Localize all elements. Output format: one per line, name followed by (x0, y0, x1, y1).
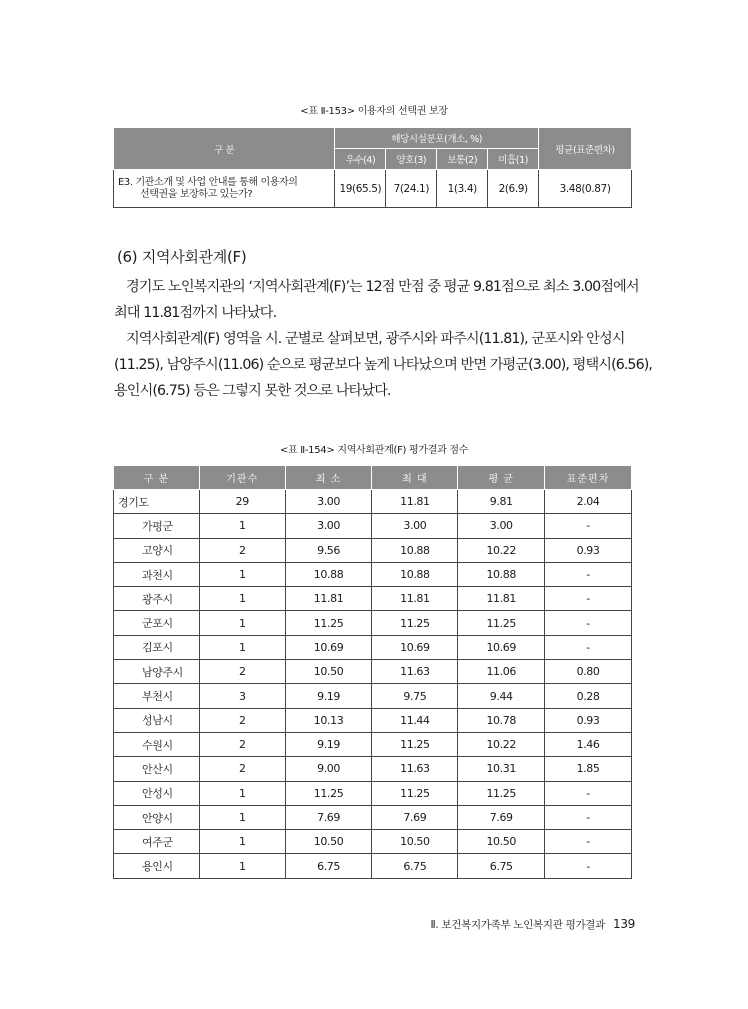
cell-sd: 0.93 (545, 708, 632, 732)
cell-mean: 11.06 (458, 660, 545, 684)
cell-max: 10.88 (372, 538, 458, 562)
cell-region: 안성시 (114, 781, 200, 805)
cell-count: 1 (199, 635, 285, 659)
cell-mean: 10.69 (458, 635, 545, 659)
cell-region: 용인시 (114, 854, 200, 878)
cell-sd: - (545, 514, 632, 538)
table-row (114, 708, 632, 732)
cell-min: 9.00 (285, 757, 372, 781)
cell-sd: 0.93 (545, 538, 632, 562)
cell-region: 경기도 (114, 490, 200, 514)
value-excellent: 19(65.5) (335, 170, 386, 208)
cell-max: 6.75 (372, 854, 458, 878)
cell-count: 1 (199, 562, 285, 586)
table-row (114, 562, 632, 586)
cell-region: 고양시 (114, 538, 200, 562)
table-row (114, 757, 632, 781)
cell-max: 11.81 (372, 587, 458, 611)
cell-max: 11.25 (372, 732, 458, 756)
cell-count: 2 (199, 538, 285, 562)
cell-region: 과천시 (114, 562, 200, 586)
paragraph-line: 최대 11.81점까지 나타났다. (114, 305, 277, 321)
cell-mean: 10.50 (458, 830, 545, 854)
cell-max: 11.25 (372, 781, 458, 805)
cell-region: 김포시 (114, 635, 200, 659)
item-line1: E3. 기관소개 및 사업 안내를 통해 이용자의 (118, 176, 298, 188)
cell-min: 11.25 (285, 781, 372, 805)
cell-max: 9.75 (372, 684, 458, 708)
table-row (114, 732, 632, 756)
subheader-average: 보통(2) (437, 149, 488, 170)
cell-max: 11.63 (372, 660, 458, 684)
cell-sd: 1.85 (545, 757, 632, 781)
cell-min: 10.13 (285, 708, 372, 732)
subheader-poor: 미흡(1) (488, 149, 539, 170)
cell-mean: 9.81 (458, 490, 545, 514)
cell-mean: 3.00 (458, 514, 545, 538)
value-good: 7(24.1) (386, 170, 437, 208)
header-region: 구 분 (114, 466, 200, 490)
cell-max: 11.44 (372, 708, 458, 732)
cell-min: 10.88 (285, 562, 372, 586)
page-number: 139 (612, 917, 635, 931)
cell-mean: 11.25 (458, 611, 545, 635)
cell-count: 1 (199, 781, 285, 805)
cell-mean: 10.22 (458, 538, 545, 562)
cell-count: 3 (199, 684, 285, 708)
cell-max: 7.69 (372, 805, 458, 829)
cell-mean: 9.44 (458, 684, 545, 708)
cell-count: 1 (199, 514, 285, 538)
table-row (114, 805, 632, 829)
cell-max: 10.69 (372, 635, 458, 659)
item-description (114, 170, 335, 208)
cell-min: 10.50 (285, 660, 372, 684)
paragraph-line: (11.25), 남양주시(11.06) 순으로 평균보다 높게 나타났으며 반면 가평군(3.00), 평택시(6.56), (114, 357, 652, 373)
cell-sd: - (545, 781, 632, 805)
cell-min: 7.69 (285, 805, 372, 829)
cell-sd: - (545, 830, 632, 854)
cell-region: 가평군 (114, 514, 200, 538)
cell-sd: 2.04 (545, 490, 632, 514)
paragraph-line: 경기도 노인복지관의 ‘지역사회관계(F)’는 12점 만점 중 평균 9.81점으로 최소 3.00점에서 (126, 279, 639, 295)
table-row (114, 635, 632, 659)
table-row (114, 854, 632, 878)
cell-region: 군포시 (114, 611, 200, 635)
cell-count: 1 (199, 587, 285, 611)
table-row (114, 684, 632, 708)
header-gubun: 구 분 (114, 128, 335, 170)
cell-mean: 11.81 (458, 587, 545, 611)
table-row (114, 514, 632, 538)
item-line2: 선택권을 보장하고 있는가? (140, 188, 253, 200)
subheader-good: 양호(3) (386, 149, 437, 170)
header-min: 최 소 (285, 466, 372, 490)
cell-max: 10.50 (372, 830, 458, 854)
subheader-excellent: 우수(4) (335, 149, 386, 170)
cell-mean: 10.22 (458, 732, 545, 756)
value-poor: 2(6.9) (488, 170, 539, 208)
cell-count: 2 (199, 757, 285, 781)
cell-sd: - (545, 587, 632, 611)
cell-region: 수원시 (114, 732, 200, 756)
table-row (114, 660, 632, 684)
header-sd: 표준편차 (545, 466, 632, 490)
cell-count: 2 (199, 708, 285, 732)
page-footer (430, 917, 635, 932)
cell-sd: 0.80 (545, 660, 632, 684)
cell-sd: - (545, 854, 632, 878)
cell-region: 안산시 (114, 757, 200, 781)
selection-rights-table (113, 127, 632, 208)
cell-count: 1 (199, 805, 285, 829)
table2-caption: <표 Ⅱ-154> 지역사회관계(F) 평가결과 점수 (279, 445, 469, 456)
cell-min: 6.75 (285, 854, 372, 878)
cell-count: 1 (199, 611, 285, 635)
cell-region: 안양시 (114, 805, 200, 829)
footer-chapter: Ⅱ. 보건복지가족부 노인복지관 평가결과 (430, 919, 605, 931)
cell-min: 3.00 (285, 514, 372, 538)
cell-sd: - (545, 805, 632, 829)
cell-mean: 10.78 (458, 708, 545, 732)
cell-count: 1 (199, 854, 285, 878)
cell-sd: 0.28 (545, 684, 632, 708)
cell-min: 9.19 (285, 684, 372, 708)
cell-count: 29 (199, 490, 285, 514)
paragraph-line: 지역사회관계(F) 영역을 시. 군별로 살펴보면, 광주시와 파주시(11.81), 군포시와 안성시 (126, 331, 625, 347)
cell-region: 남양주시 (114, 660, 200, 684)
paragraph-line: 용인시(6.75) 등은 그렇지 못한 것으로 나타났다. (114, 383, 391, 399)
value-mean-sd: 3.48(0.87) (539, 170, 632, 208)
cell-mean: 10.31 (458, 757, 545, 781)
table-row (114, 538, 632, 562)
cell-max: 10.88 (372, 562, 458, 586)
cell-min: 10.50 (285, 830, 372, 854)
cell-min: 11.81 (285, 587, 372, 611)
cell-min: 3.00 (285, 490, 372, 514)
header-mean-sd: 평균(표준편차) (539, 128, 632, 170)
community-relations-table (113, 465, 632, 879)
cell-mean: 6.75 (458, 854, 545, 878)
table-row (114, 490, 632, 514)
cell-sd: - (545, 635, 632, 659)
cell-mean: 10.88 (458, 562, 545, 586)
cell-max: 11.81 (372, 490, 458, 514)
cell-mean: 7.69 (458, 805, 545, 829)
table-row (114, 611, 632, 635)
table-row (114, 830, 632, 854)
cell-count: 1 (199, 830, 285, 854)
header-max: 최 대 (372, 466, 458, 490)
table-row (114, 587, 632, 611)
cell-count: 2 (199, 732, 285, 756)
cell-min: 11.25 (285, 611, 372, 635)
cell-min: 9.19 (285, 732, 372, 756)
value-average: 1(3.4) (437, 170, 488, 208)
cell-sd: - (545, 562, 632, 586)
cell-region: 부천시 (114, 684, 200, 708)
cell-region: 광주시 (114, 587, 200, 611)
table-row (114, 781, 632, 805)
table1-caption: <표 Ⅱ-153> 이용자의 선택권 보장 (300, 106, 448, 117)
cell-sd: 1.46 (545, 732, 632, 756)
cell-min: 9.56 (285, 538, 372, 562)
table-row (114, 170, 632, 208)
header-count: 기관수 (199, 466, 285, 490)
cell-region: 여주군 (114, 830, 200, 854)
cell-sd: - (545, 611, 632, 635)
cell-region: 성남시 (114, 708, 200, 732)
cell-count: 2 (199, 660, 285, 684)
cell-max: 3.00 (372, 514, 458, 538)
cell-mean: 11.25 (458, 781, 545, 805)
header-distribution: 해당시설분포(개소, %) (335, 128, 539, 149)
section-heading: (6) 지역사회관계(F) (117, 248, 247, 266)
cell-max: 11.63 (372, 757, 458, 781)
header-mean: 평 균 (458, 466, 545, 490)
cell-max: 11.25 (372, 611, 458, 635)
cell-min: 10.69 (285, 635, 372, 659)
